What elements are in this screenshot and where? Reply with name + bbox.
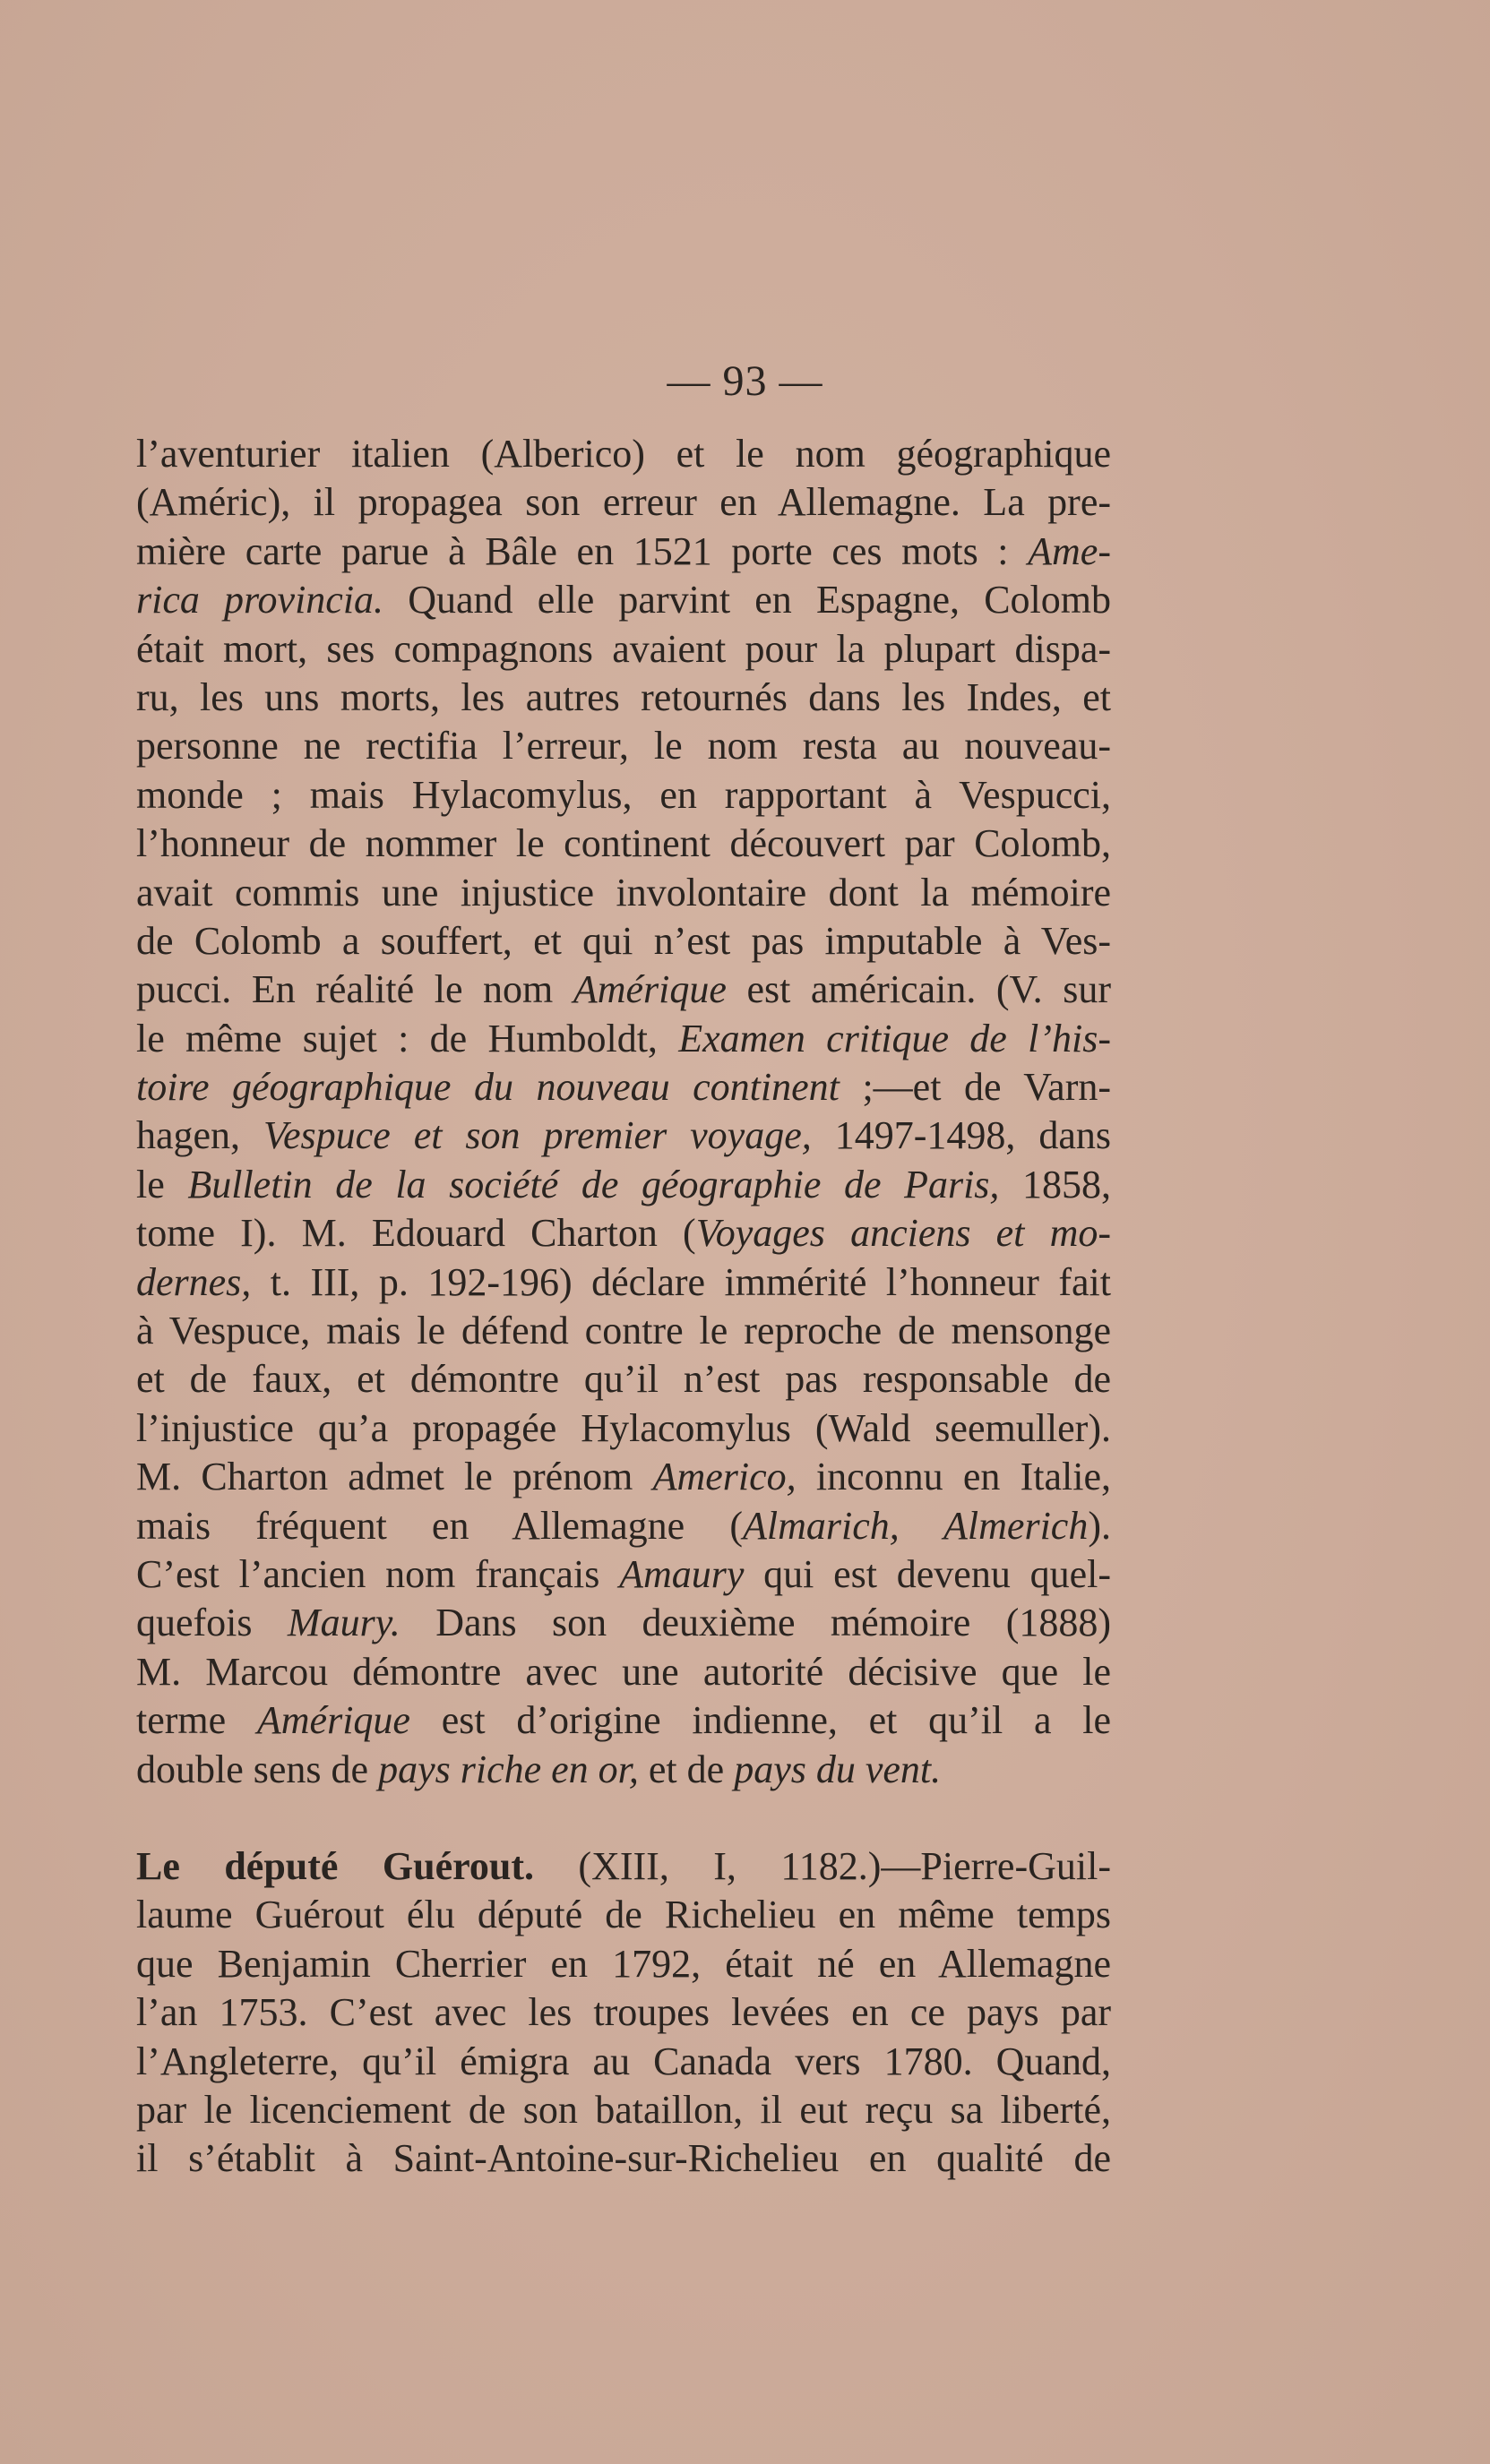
text-segment: il s’établit à Saint-Antoine-sur-Richelieu en qualité de (136, 2136, 1111, 2181)
paragraph-line (136, 1988, 1111, 2037)
text-segment: le même sujet : de Humboldt, (136, 1016, 679, 1060)
paragraph-line (136, 1209, 1111, 1258)
text-segment: personne ne rectifia l’erreur, le nom resta au nouveau- (136, 724, 1111, 768)
text-segment: 1497-1498, dans (811, 1113, 1111, 1158)
text-segment: t. III, p. 192-196) déclare immérité l’honneur fait (251, 1259, 1111, 1304)
text-segment: à Vespuce, mais le défend contre le reproche de mensonge (136, 1309, 1111, 1353)
paragraph-line (136, 869, 1111, 917)
text-segment: Quand elle parvint en Espagne, Colomb (383, 578, 1112, 622)
text-segment: monde ; mais Hylacomylus, en rapportant à Vespucci, (136, 772, 1111, 817)
italic-text-segment: Amérique (573, 967, 727, 1012)
italic-text-segment: rica provincia. (136, 578, 384, 622)
text-segment: que Benjamin Cherrier en 1792, était né en Allemagne (136, 1941, 1111, 1986)
paragraph-line (136, 2038, 1111, 2086)
paragraph-line (136, 625, 1111, 674)
paragraph-line (136, 1599, 1111, 1647)
italic-text-segment: Amaury (619, 1551, 745, 1596)
text-segment: l’Angleterre, qu’il émigra au Canada vers 1780. Quand, (136, 2039, 1111, 2083)
text-segment: mais fréquent en Allemagne ( (136, 1503, 743, 1548)
italic-text-segment: pays riche en or, (378, 1747, 639, 1791)
text-segment: M. Marcou démontre avec une autorité décisive que le (136, 1649, 1111, 1694)
paragraph-line (136, 1648, 1111, 1696)
text-segment: inconnu en Italie, (796, 1455, 1111, 1499)
paragraph-guerout (136, 1842, 1111, 2184)
text-segment: terme (136, 1698, 257, 1743)
text-segment: l’injustice qu’a propagée Hylacomylus (Wald seemuller). (136, 1405, 1111, 1450)
paragraph-line (136, 1550, 1111, 1599)
italic-text-segment: Voyages anciens et mo- (695, 1211, 1111, 1256)
text-segment: avait commis une injustice involontaire dont la mémoire (136, 870, 1111, 914)
paragraph-line (136, 1258, 1111, 1307)
text-segment: est d’origine indienne, et qu’il a le (409, 1698, 1111, 1743)
paragraph-line (136, 430, 1111, 478)
paragraph-line (136, 1746, 1111, 1794)
italic-text-segment: toire géographique du nouveau continent (136, 1065, 840, 1110)
text-segment: ru, les uns morts, les autres retournés dans les Indes, et (136, 674, 1111, 719)
text-column (136, 430, 1111, 2184)
text-segment: (Améric), il propagea son erreur en Allemagne. La pre- (136, 480, 1111, 525)
paragraph-line (136, 1453, 1111, 1501)
italic-text-segment: Ame- (1028, 528, 1111, 573)
text-segment: hagen, (136, 1113, 264, 1158)
paragraph-line (136, 771, 1111, 820)
paragraph-line (136, 722, 1111, 770)
text-segment: mière carte parue à Bâle en 1521 porte ces mots : (136, 528, 1029, 573)
italic-text-segment: Almarich, Almerich (742, 1503, 1089, 1548)
paragraph-line (136, 1502, 1111, 1550)
text-segment: était mort, ses compagnons avaient pour la plupart dispa- (136, 626, 1111, 671)
text-segment: (XIII, I, 1182.)—Pierre-Guil- (533, 1843, 1111, 1888)
paragraph-line (136, 2086, 1111, 2134)
paragraph-line (136, 576, 1111, 624)
italic-text-segment: Maury. (287, 1601, 400, 1645)
paragraph-gap (136, 1794, 1111, 1842)
text-segment: l’honneur de nommer le continent découvert par Colomb, (136, 821, 1111, 866)
paragraph-line (136, 1404, 1111, 1453)
text-segment: 1858, (999, 1162, 1111, 1206)
paragraph-line (136, 674, 1111, 722)
italic-text-segment: Vespuce et son premier voyage, (263, 1113, 812, 1158)
paragraph-line (136, 1696, 1111, 1745)
text-segment: l’aventurier italien (Alberico) et le nom géographique (136, 432, 1111, 476)
paragraph-line (136, 1015, 1111, 1063)
paragraph-line (136, 2134, 1111, 2183)
text-segment: double sens de (136, 1747, 379, 1791)
text-segment: C’est l’ancien nom français (136, 1551, 620, 1596)
text-segment: de Colomb a souffert, et qui n’est pas imputable à Ves- (136, 918, 1111, 963)
text-segment: tome I). M. Edouard Charton ( (136, 1211, 696, 1256)
text-segment: quefois (136, 1601, 288, 1645)
text-segment: laume Guérout élu député de Richelieu en même temps (136, 1893, 1111, 1937)
page-number: — 93 — (667, 357, 823, 405)
paragraph-line (136, 820, 1111, 868)
text-segment: par le licenciement de son bataillon, il eut reçu sa liberté, (136, 2087, 1111, 2132)
paragraph-line (136, 1891, 1111, 1939)
text-segment: et de (638, 1747, 735, 1791)
paragraph-line (136, 528, 1111, 576)
paragraph-line (136, 1161, 1111, 1209)
paragraph-line (136, 1842, 1111, 1891)
paragraph-line (136, 1112, 1111, 1160)
text-segment: le (136, 1162, 188, 1206)
paragraph-line (136, 917, 1111, 966)
section-heading: Le député Guérout. (136, 1843, 534, 1888)
text-segment: Dans son deuxième mémoire (1888) (400, 1601, 1112, 1645)
italic-text-segment: dernes, (136, 1259, 252, 1304)
text-segment: M. Charton admet le prénom (136, 1455, 653, 1499)
italic-text-segment: Examen critique de l’his- (678, 1016, 1111, 1060)
paragraph-line (136, 1940, 1111, 1988)
text-segment: qui est devenu quel- (744, 1551, 1111, 1596)
text-segment: pucci. En réalité le nom (136, 967, 573, 1012)
paragraph-line (136, 1355, 1111, 1404)
paragraph-americ (136, 430, 1111, 1794)
paragraph-line (136, 1307, 1111, 1355)
paragraph-line (136, 1063, 1111, 1112)
paragraph-line (136, 478, 1111, 527)
italic-text-segment: Bulletin de la société de géographie de Paris, (187, 1162, 1000, 1206)
text-segment: est américain. (V. sur (726, 967, 1111, 1012)
text-segment: et de faux, et démontre qu’il n’est pas responsable de (136, 1357, 1111, 1402)
text-segment: ). (1088, 1503, 1111, 1548)
italic-text-segment: pays du vent. (734, 1747, 942, 1791)
text-segment: ;—et de Varn- (839, 1065, 1111, 1110)
paragraph-line (136, 966, 1111, 1014)
italic-text-segment: Americo, (652, 1455, 797, 1499)
text-segment: l’an 1753. C’est avec les troupes levées en ce pays par (136, 1990, 1111, 2035)
italic-text-segment: Amérique (256, 1698, 410, 1743)
